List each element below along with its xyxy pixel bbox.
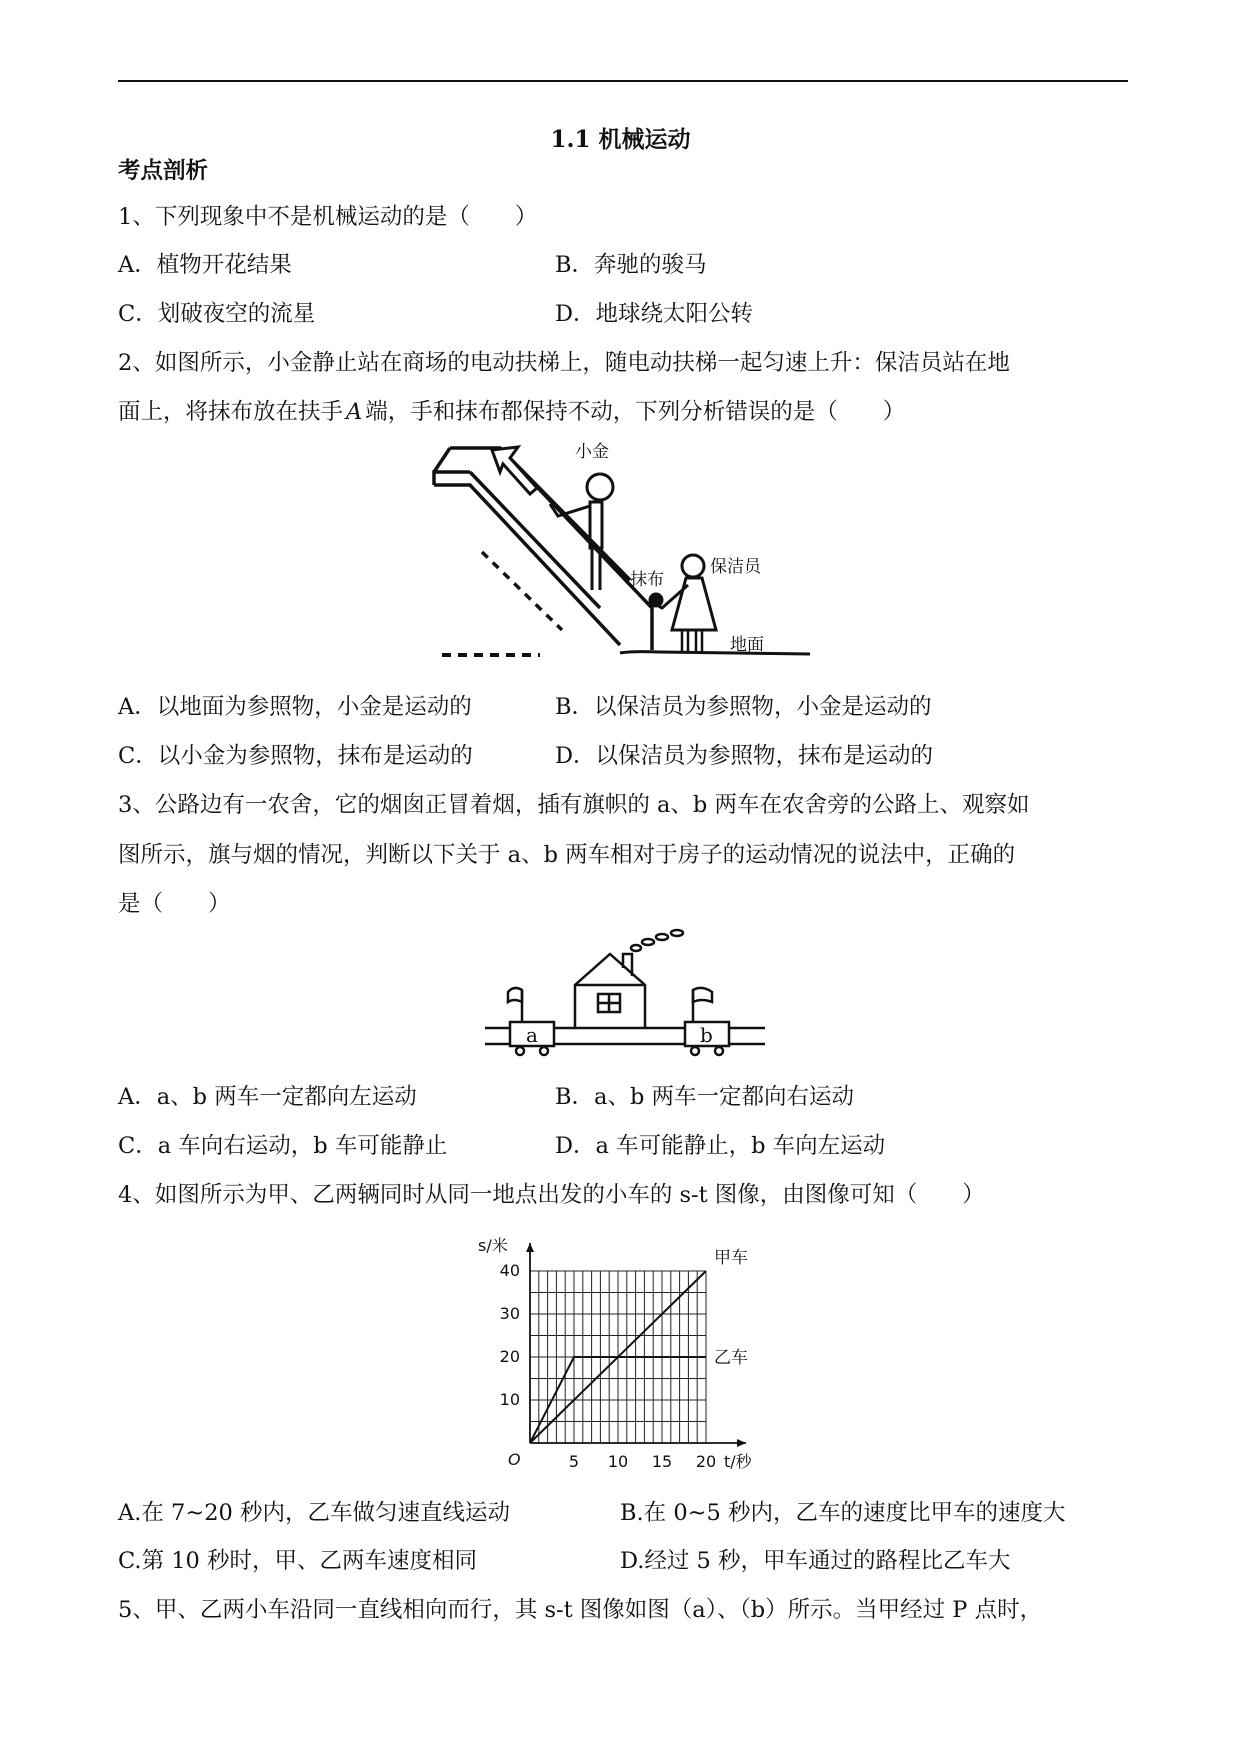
q3-stem-line3: 是（ ）	[118, 891, 231, 917]
q3-option-b: B．a、b 两车一定都向右运动	[555, 1084, 855, 1110]
q4-option-d: D.经过 5 秒，甲车通过的路程比乙车大	[620, 1548, 1011, 1574]
origin-label: O	[508, 1450, 521, 1469]
q3-option-d: D．a 车可能静止，b 车向左运动	[555, 1133, 886, 1159]
q3-option-a: A．a、b 两车一定都向左运动	[118, 1084, 417, 1110]
x-tick-label: 15	[651, 1452, 673, 1471]
q2-stem-line1: 2、如图所示，小金静止站在商场的电动扶梯上，随电动扶梯一起匀速上升：保洁员站在地	[118, 350, 1010, 376]
q4-option-b: B.在 0~5 秒内，乙车的速度比甲车的速度大	[620, 1500, 1066, 1526]
q2-stem-line2: 面上，将抹布放在扶手 A 端，手和抹布都保持不动，下列分析错误的是（ ）	[118, 399, 906, 425]
section-heading: 考点剖析	[118, 158, 209, 184]
q4-option-c: C.第 10 秒时，甲、乙两车速度相同	[118, 1548, 478, 1574]
st-graph	[440, 1228, 780, 1478]
car-a-label: a	[526, 1023, 538, 1047]
y-tick-label: 30	[499, 1304, 520, 1323]
q2-option-b: B．以保洁员为参照物，小金是运动的	[555, 694, 932, 720]
q1-stem: 1、下列现象中不是机械运动的是（ ）	[118, 204, 538, 230]
q2-option-d: D．以保洁员为参照物，抹布是运动的	[555, 743, 934, 769]
y-axis-arrow	[526, 1243, 534, 1252]
q3-stem-line2: 图所示，旗与烟的情况，判断以下关于 a、b 两车相对于房子的运动情况的说法中，正确的	[118, 842, 1016, 868]
series-label-yi: 乙车	[714, 1348, 748, 1368]
q1-option-a: A．植物开花结果	[118, 252, 292, 278]
q2-option-a: A．以地面为参照物，小金是运动的	[118, 694, 472, 720]
label-ground: 地面	[730, 635, 764, 655]
x-axis-label: t/秒	[724, 1452, 752, 1471]
x-tick-label: 20	[695, 1452, 717, 1471]
farmhouse-figure	[480, 930, 770, 1065]
q3-option-c: C．a 车向右运动，b 车可能静止	[118, 1133, 448, 1159]
q1-option-b: B．奔驰的骏马	[555, 252, 707, 278]
y-tick-label: 10	[499, 1390, 520, 1409]
y-axis-label: s/米	[478, 1236, 508, 1255]
label-xiaojin: 小金	[575, 442, 609, 462]
header-rule	[118, 80, 1128, 82]
q1-option-d: D．地球绕太阳公转	[555, 301, 754, 327]
x-tick-label: 10	[607, 1452, 629, 1471]
q3-stem-line1: 3、公路边有一农舍，它的烟囱正冒着烟，插有旗帜的 a、b 两车在农舍旁的公路上、观察如	[118, 792, 1030, 818]
x-tick-label: 5	[568, 1452, 580, 1471]
y-tick-label: 20	[499, 1347, 520, 1366]
series-label-jia: 甲车	[714, 1248, 748, 1268]
page-title: 1.1 机械运动	[550, 126, 691, 153]
q4-option-a: A.在 7~20 秒内，乙车做匀速直线运动	[118, 1500, 511, 1526]
label-cloth: 抹布	[630, 570, 664, 590]
x-axis-arrow	[737, 1439, 746, 1447]
car-b-label: b	[700, 1023, 713, 1047]
q4-stem: 4、如图所示为甲、乙两辆同时从同一地点出发的小车的 s-t 图像，由图像可知（ ）	[118, 1182, 985, 1208]
q2-option-c: C．以小金为参照物，抹布是运动的	[118, 743, 473, 769]
y-tick-label: 40	[499, 1261, 520, 1280]
label-cleaner: 保洁员	[710, 557, 761, 577]
q1-option-c: C．划破夜空的流星	[118, 301, 316, 327]
escalator-figure	[430, 440, 810, 670]
q5-stem: 5、甲、乙两小车沿同一直线相向而行，其 s-t 图像如图（a）、（b）所示。当甲经过 P 点时，	[118, 1597, 1043, 1623]
